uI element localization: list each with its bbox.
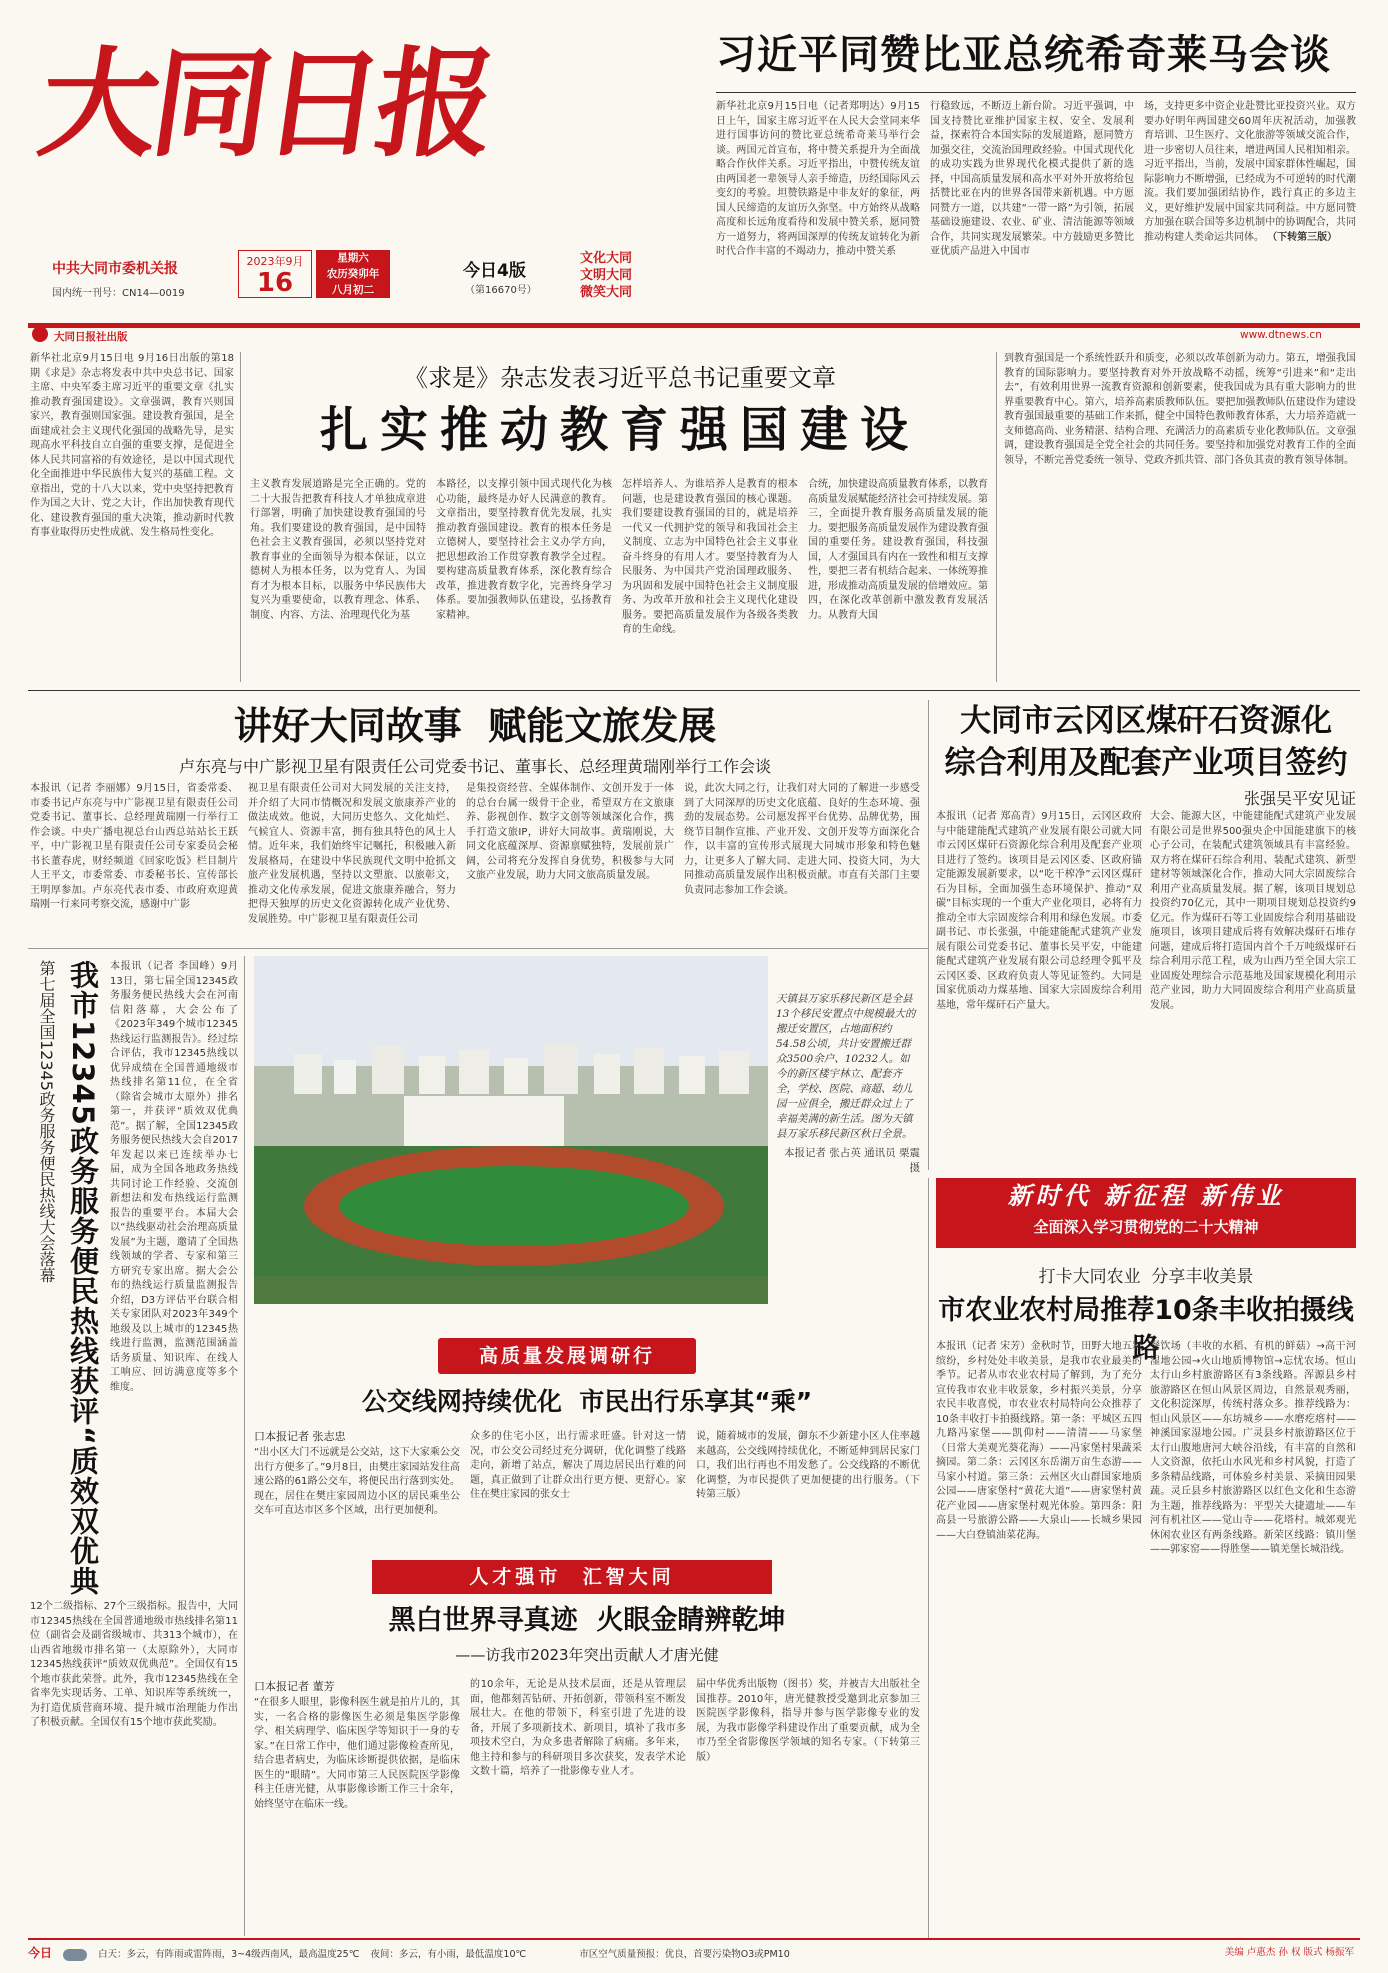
lead-column-2: 行稳致远，不断迈上新台阶。习近平强调，中国支持赞比亚维护国家主权、安全、发展利益，探索符合本国实际的发展道路，愿同赞方加强交往，交流治国理政经验。中国式现代化的成功实践为世界现代化模式提供了新的选择，中国高质量发展和高水平对外开放将给包括赞比亚在内的世界各国带来新机遇。中方愿同赞方一道，以共建“一带一路”为引领，拓展基础设施建设、农业、矿业、清洁能源等领域合作，共同实现发展繁荣。中方鼓励更多赞比亚优质产品进入中国市 — [930, 101, 1134, 257]
bus-col-1: “出小区大门不远就是公交站，这下大家乘公交出行方便多了。”9月8日，由樊庄家园站发往高速公路的61路公交车，将便民出行落到实处。现在，居住在樊庄家园周边小区的居民乘坐公交车可直达市区多个区域，出行更加便利。 — [254, 1447, 460, 1516]
photo-caption — [776, 992, 920, 1302]
slogan-culture: 文化大同 — [580, 251, 633, 266]
talent-col-1: “在很多人眼里，影像科医生就是拍片儿的，其实，一名合格的影像医生必须是集医学影像学、相关病理学、临床医学等知识于一身的专家。”在日常工作中，他们通过影像检查所见，结合患者病史，为临床诊断提供依据，是临床医生的“眼睛”。大同市第三人民医院医学影像科主任唐光健，从事影像诊断工作三十余年，始终坚守在临床一线。 — [254, 1697, 460, 1810]
slogan-smile: 微笑大同 — [580, 285, 633, 300]
series-banner — [936, 1178, 1356, 1248]
culture-headline: 讲好大同故事 赋能文旅发展 — [233, 704, 717, 748]
qiushi-headline: 扎实推动教育强国建设 — [319, 402, 920, 458]
coal-col-2: 大会、能源大区，中能建能配式建筑产业发展有限公司是世界500强央企中国能建旗下的核心子公司，在装配式建筑领域具有丰富经验。双方将在煤矸石综合利用、装配式建筑、新型建材等领域深化合作，推动大同大宗固废综合利用产业高质量发展。据了解，该项目规划总投资约70亿元，其中一期项目规划总投资约9亿元。作为煤矸石等工业固废综合利用基础设施项目，该项目建成后将有效解决煤矸石堆存问题，建成后将打造国内首个千万吨级煤矸石综合利用示范工程，成为山西乃至全国大宗工业固废处理综合示范基地及国家规模化利用示范产业园，助力大同固废综合利用产业高质量发展。 — [1150, 811, 1356, 1011]
series-banner-subtitle: 全面深入学习贯彻党的二十大精神 — [1033, 1218, 1259, 1236]
qiushi-col-2: 本路径，以支撑引领中国式现代化为核心功能，最终是办好人民满意的教育。文章指出，要坚持教育优先发展，扎实推动教育强国建设。教育的根本任务是立德树人，要坚持社会主义办学方向，把思想政治工作贯穿教育教学全过程。要构建高质量教育体系，深化教育综合改革，推进教育数字化，完善终身学习体系。要加强教师队伍建设，弘扬教育家精神。 — [436, 479, 612, 621]
slogans — [580, 250, 632, 301]
weekday-lunar-box — [316, 250, 390, 298]
issue-number: （第16670号） — [465, 285, 537, 296]
year-month: 2023年9月 — [246, 255, 304, 268]
page-count: 今日4版 — [463, 261, 526, 281]
website-label[interactable]: www.dtnews.cn — [1240, 329, 1322, 341]
coal-headline-line-1: 大同市云冈区煤矸石资源化 — [960, 703, 1332, 739]
editors-credit: 美编 卢惠杰 孙 权 版式 杨振军 — [1224, 1947, 1354, 1958]
series-banner-title: 新时代 新征程 新伟业 — [1007, 1181, 1285, 1210]
bus-col-3: 说，随着城市的发展，御东不少新建小区人住率越来越高，公交线网持续优化，不断延伸到居民家门口，我们出行再也不用发愁了。公交线路的不断优化调整，为市民提供了更加便捷的出行服务。（下转第三版） — [696, 1431, 920, 1500]
issn-label: 国内统一刊号：CN14—0019 — [52, 288, 185, 299]
newspaper-logo: 大同日报 — [31, 34, 499, 173]
hotline-vertical-headline: 我市12345政务服务便民热线获评“质效双优典 — [66, 960, 100, 1596]
culture-subtitle: 卢东亮与中广影视卫星有限责任公司党委书记、董事长、总经理黄瑞刚举行工作会谈 — [178, 757, 771, 776]
coal-col-1: 本报讯（记者 郑高青）9月15日，云冈区政府与中能建能配式建筑产业发展有限公司就大同市云冈区煤矸石资源化综合利用及配套产业项目进行了签约。该项目是云冈区委、区政府锚定能源发展新要求，以“吃干榨净”云冈区煤矸石为目标，全面加强生态环境保护、推动“双碳”目标实现的一个重大产业化项目，必将有力推动全市大宗固废综合利用和绿色发展。市委副书记、市长张强，中能建能配式建筑产业发展有限公司党委书记、董事长吴平安，中能建能配式建筑产业发展有限公司总经理令狐平及云冈区委、区政府负责人等见证签约。大同是国家优质动力煤基地、国家大宗固废综合利用基地，常年煤矸石产量大。 — [936, 811, 1142, 1011]
publisher-logo-icon — [32, 326, 48, 342]
qiushi-col-1: 主义教育发展道路是完全正确的。党的二十大报告把教育科技人才单独成章进行部署，明确了加快建设教育强国的号角。我们要建设的教育强国，是中国特色社会主义教育强国，必须以坚持党对教育事业的全面领导为根本保证，以立德树人为根本任务，以为党育人、为国育才为根本目标，以服务中华民族伟大复兴为重要使命，以教育理念、体系、制度、内容、方法、治理现代化为基 — [250, 479, 426, 621]
qiushi-right-column: 到教育强国是一个系统性跃升和质变，必须以改革创新为动力。第五，增强我国教育的国际影响力。要坚持教育对外开放战略不动摇，统筹“引进来”和“走出去”，有效利用世界一流教育资源和创新要素，使我国成为具有重大影响力的世界重要教育中心。第六，培养高素质教师队伍。要把加强教师队伍建设作为建设教育强国最重要的基础工作来抓，健全中国特色教师教育体系，大力培养造就一支师德高尚、业务精湛、结构合理、充满活力的高素质专业化教师队伍。文章强调，建设教育强国是全党全社会的共同任务。要坚持和加强党对教育工作的全面领导，不断完善党委统一领导、党政齐抓共管、部门各负其责的教育领导体制。 — [1004, 353, 1356, 466]
bus-col-2: 众多的住宅小区，出行需求旺盛。针对这一情况，市公交公司经过充分调研，优化调整了线路走向，新增了站点，解决了周边居民出行难的问题，真正做到了让群众出行更方便、更舒心。家住在樊庄家园的张女士 — [470, 1431, 686, 1500]
publisher-label: 大同日报社出版 — [54, 331, 128, 343]
resettlement-photo — [254, 956, 768, 1304]
qiushi-col-4: 合统，加快建设高质量教育体系，以教育高质量发展赋能经济社会可持续发展。第三，全面提升教育服务高质量发展的能力。要把服务高质量发展作为建设教育强国的重要任务。建设教育强国，科技强国，人才强国具有内在一致性和相互支撑性，要把三者有机结合起来、一体统筹推进，形成推动高质量发展的倍增效应。第四，在深化改革创新中激发教育发展活力。从教育大国 — [808, 479, 988, 621]
day-number: 16 — [256, 268, 294, 298]
hotline-body-continued: 12个二级指标、27个三级指标。报告中，大同市12345热线在全国普通地级市热线排名第11位（副省会及副省级城市、共313个城市），在山西省地级市排名第一（太原除外），大同市12345热线获评“质效双优典范”。全国仅有15个地市获此荣誉。此外，我市12345热线在全省率先实现话务、工单、知识库等系统统一，为打造优质营商环境、提升城市治理能力作出了积极贡献。全国仅有15个地市获此奖励。 — [30, 1601, 238, 1728]
farm-kicker: 打卡大同农业 分享丰收美景 — [1038, 1267, 1254, 1287]
party-org-label: 中共大同市委机关报 — [52, 261, 178, 277]
bus-author: 口本报记者 张志忠 — [254, 1430, 346, 1443]
lunar-year: 农历癸卯年 — [326, 268, 380, 280]
culture-col-2: 视卫星有限责任公司对大同发展的关注支持，并介绍了大同市情概况和发展文旅康养产业的做法成效。他说，大同历史悠久、文化灿烂、气候宜人、资源丰富，拥有独具特色的风土人情。近年来，我们始终牢记嘱托，积极融入新发展格局，在建设中华民族现代文明中抢抓文旅产业发展机遇，坚持以文塑旅、以旅彰文，推动文化传承发展，促进文旅康养融合，努力把得天独厚的历史文化资源转化成产业优势、发展胜势。中广影视卫星有限责任公司 — [248, 783, 456, 925]
lead-column-3-text: 场，支持更多中资企业赴赞比亚投资兴业。双方要办好明年两国建交60周年庆祝活动，加强教育培训、卫生医疗、文化旅游等领域交流合作，进一步密切人员往来，增进两国人民相知相亲。习近平指出，当前，发展中国家群体性崛起，国际影响力不断增强，已经成为不可逆转的时代潮流。我们要加强团结协作，践行真正的多边主义，更好维护发展中国家共同利益。中方愿同赞方加强在联合国等多边机制中的协调配合，共同推动构建人类命运共同体。 — [1144, 101, 1356, 243]
footer-today: 今日 — [28, 1946, 53, 1960]
slogan-civilization: 文明大同 — [580, 268, 633, 283]
photo-caption-text: 天镇县万家乐移民新区是全县13个移民安置点中规模最大的搬迁安置区，占地面积约54.58公顷，共计安置搬迁群众3500余户、10232人。如今的新区楼宇林立、配套齐全，学校、医院、商超、幼儿园一应俱全，搬迁群众过上了幸福美满的新生活。图为天镇县万家乐移民新区秋日全景。 — [776, 993, 916, 1140]
talent-col-2: 的10余年，无论是从技术层面，还是从管理层面，他都刻苦钻研、开拓创新，带领科室不断发展壮大。在他的带领下，科室引进了先进的设备，开展了多项新技术、新项目，填补了我市多项技术空白，为众多患者解除了病痛。多年来，他主持和参与的科研项目多次获奖，发表学术论文数十篇，培养了一批影像专业人才。 — [470, 1679, 686, 1777]
lead-column-3 — [1144, 100, 1356, 308]
photo-illustration — [254, 956, 768, 1304]
farm-col-1: 本报讯（记者 宋芳）金秋时节，田野大地五彩缤纷，乡村处处丰收美景，是我市农业最美的季节。记者从市农业农村局了解到，为了充分宣传我市农业丰收景象，乡村振兴美景，分享农民丰收喜悦，市农业农村局特向公众推荐了10条丰收打卡拍摄线路。第一条：平城区五四九路冯家堡——凯仰村——清清——马家堡（日常大美观光葵花海）——冯家堡村果蔬采摘园。第二条：云冈区东岳湖万亩生态游——马家小村道。第三条：云州区火山群国家地质公园——唐家堡村“黄花大道”——唐家堡村黄花产业园——唐家堡村观光体验。第四条：阳高县一号旅游公路——大泉山——长城乡果园——大白登镇油菜花海。 — [936, 1341, 1142, 1541]
footer-bar — [28, 1942, 1360, 1964]
talent-col-3: 届中华优秀出版物（图书）奖，并被吉大出版社全国推荐。2010年，唐光健教授受邀到北京参加三医院医学影像科，指导并参与医学影像专业的发展，为我市影像学科建设作出了重要贡献，成为全市乃至全省影像医学领域的知名专家。（下转第三版） — [696, 1679, 920, 1763]
lead-column-1: 新华社北京9月15日电（记者郑明达）9月15日上午，国家主席习近平在人民大会堂同来华进行国事访问的赞比亚总统希奇莱马举行会谈。两国元首宣布，将中赞关系提升为全面战略合作伙伴关系。习近平指出，中赞传统友谊由两国老一辈领导人亲手缔造，历经国际风云变幻的考验。坦赞铁路是中非友好的象征，两国人民缔造的友谊历久弥坚。中方始终从战略高度和长远角度看待和发展中赞关系，愿同赞方一道努力，将两国深厚的传统友谊转化为新时代合作丰富的不竭动力，推动中赞关系 — [716, 101, 920, 257]
photo-credit: 本报记者 张占英 通讯员 栗震摄 — [783, 1147, 920, 1174]
hotline-body: 本报讯（记者 李国峰）9月13日，第七届全国12345政务服务便民热线大会在河南信阳落幕，大会公布了《2023年349个城市12345热线运行监测报告》。经过综合评估，我市12345热线以优异成绩在全国普通地级市热线排名第11位，在全省（除省会城市太原外）排名第一，并获评“质效双优典范”。据了解，全国12345政务服务便民热线大会自2017年发起以来已连续举办七届，成为全国各地政务热线共同讨论工作经验、交流创新想法和发布热线运行监测报告的重要平台。本届大会以“热线驱动社会治理高质量发展”为主题，邀请了全国热线领域的学者、专家和第三方研究专家出席。据大会公布的热线运行质量监测报告介绍，D3方评估平台联合相关专家团队对2023年349个地级及以上城市的12345热线进行监测，监测范围涵盖话务质量、知识库、在线人工响应、回访满意度等多个维度。 — [110, 961, 238, 1393]
talent-author: 口本报记者 董芳 — [254, 1680, 335, 1693]
coal-headline-line-2: 综合利用及配套产业项目签约 — [944, 745, 1348, 781]
talent-headline: 黑白世界寻真迹 火眼金睛辨乾坤 — [388, 1605, 786, 1636]
coal-subtitle: 张强吴平安见证 — [1243, 789, 1356, 808]
date-box — [238, 250, 312, 298]
lead-headline: 习近平同赞比亚总统希奇莱马会谈 — [716, 32, 1331, 78]
bus-headline: 公交线网持续优化 市民出行乐享其“乘” — [361, 1387, 813, 1416]
air-quality: 市区空气质量预报：优良，首要污染物O3或PM10 — [579, 1949, 790, 1960]
hotline-vertical-subtitle: 第七届全国12345政务服务便民热线大会落幕 — [37, 960, 56, 1283]
bus-section-tag: 高质量发展调研行 — [438, 1338, 696, 1374]
weather-day: 白天：多云，有阵雨或雷阵雨，3~4级西南风，最高温度25℃ — [98, 1949, 360, 1960]
farm-headline: 市农业农村局推荐10条丰收拍摄线路 — [938, 1295, 1354, 1364]
qiushi-col-3: 怎样培养人、为谁培养人是教育的根本问题，也是建设教育强国的核心课题。我们要建设教育强国的目的，就是培养一代又一代拥护党的领导和我国社会主义制度、立志为中国特色社会主义事业奋斗终身的有用人才。要坚持教育为人民服务、为中国共产党治国理政服务、为巩固和发展中国特色社会主义制度服务、为改革开放和社会主义现代化建设服务。要把高质量发展作为各级各类教育的生命线。 — [622, 479, 798, 635]
lunar-day: 八月初二 — [332, 284, 374, 296]
qiushi-left-column: 新华社北京9月15日电 9月16日出版的第18期《求是》杂志将发表中共中央总书记、国家主席、中央军委主席习近平的重要文章《扎实推动教育强国建设》。文章强调，教育兴则国家兴，教育强则国家强。建设教育强国，是全面建成社会主义现代化强国的战略先导，是实现高水平科技自立自强的重要支撑，是促进全体人民共同富裕的有效途径，是以中国式现代化全面推进中华民族伟大复兴的基础工程。文章指出，党的十八大以来，党中央坚持把教育作为国之大计、党之大计，作出加快教育现代化、建设教育强国的重大决策，推动新时代教育事业取得历史性成就、发生格局性变化。 — [30, 353, 234, 538]
qiushi-kicker: 《求是》杂志发表习近平总书记重要文章 — [404, 364, 836, 392]
masthead-red-rule — [28, 323, 1360, 328]
weather-night: 夜间：多云，有小雨，最低温度10℃ — [370, 1949, 527, 1960]
talent-subtitle: ——访我市2023年突出贡献人才唐光健 — [455, 1646, 719, 1664]
talent-section-tag: 人才强市 汇智大同 — [372, 1560, 772, 1594]
culture-col-4: 说，此次大同之行，让我们对大同的了解进一步感受到了大同深厚的历史文化底蕴、良好的生态环境、强劲的发展态势。公司愿发挥平台优势、品牌优势，围绕节目制作宣推、产业开发、文创开发等方面深化合作，以丰富的宣传形式展现大同城市形象和特色魅力，让更多人了解大同、走进大同、投资大同，为大同推动高质量发展作出积极贡献。市直有关部门主要负责同志参加工作会谈。 — [684, 783, 920, 896]
lead-continued: （下转第三版） — [1267, 231, 1338, 243]
farm-col-2: 餐饮场（丰收的水稻、有机的鲜菇）→高干河湿地公园→火山地质博物馆→忘忧农场。恒山太行山乡村旅游路区有3条线路。浑源县乡村旅游路区在恒山风景区周边，自然景观秀丽，文化积淀深厚，传统村落众多。推荐线路为：恒山风景区——东坊城乡——水磨疙瘩村——神溪国家湿地公园。广灵县乡村旅游路区位于太行山腹地唐河大峡谷沿线，有丰富的自然和人文资源，依托山水风光和乡村风貌，打造了多条精品线路，可体验乡村美景、采摘田园果蔬。灵丘县乡村旅游路区以红色文化和生态游为主题，推荐线路为：平型关大捷遗址——车河有机社区——觉山寺——花塔村。城郊观光休闲农业区有两条线路。新荣区线路：镇川堡——郭家窑——得胜堡——镇羌堡长城沿线。 — [1150, 1341, 1356, 1555]
weather-icon — [63, 1949, 87, 1961]
culture-col-1: 本报讯（记者 李丽娜）9月15日，省委常委、市委书记卢东亮与中广影视卫星有限责任公司党委书记、董事长、总经理黄瑞刚一行举行工作会谈。中央广播电视总台山西总站站长王跃平，中广影视卫星有限责任公司专家委员会秘书长董春虎，财经频道《回家吃饭》栏目制片人王平文，市委常委、市委秘书长、宣传部长王明厚参加。卢东亮代表市委、市政府欢迎黄瑞刚一行来同考察交流，感谢中广影 — [30, 783, 238, 910]
culture-col-3: 是集投资经营、全媒体制作、文创开发于一体的总台台属一级骨干企业，希望双方在文旅康养、影视创作、数字文创等领域深化合作，携手打造文旅IP，讲好大同故事。黄瑞刚说，大同文化底蕴深厚、资源禀赋独特，发展前景广阔，公司将充分发挥自身优势，积极参与大同文旅产业发展，助力大同文旅高质量发展。 — [466, 783, 674, 881]
weekday: 星期六 — [337, 252, 369, 264]
